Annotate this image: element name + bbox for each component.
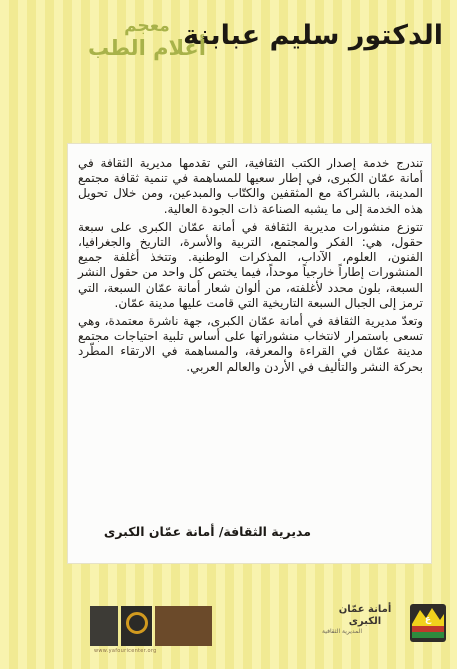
series-title: [88, 16, 206, 60]
publisher-logo-strip: [90, 606, 118, 646]
author-name: الدكتور سليم عبابنة: [183, 20, 443, 51]
paragraph-1: تندرج خدمة إصدار الكتب الثقافية، التي تقدمها مديرية الثقافة في أمانة عمّان الكبرى، في إطار سعيها للمساهمة في تنمية ثقافة مجتمع المدينة، بالشراكة مع المثقفين والكتّاب والمبدعين، ومن خلال تحويل هذه الخدمة إلى ما يشبه الصناعة ذات الجودة العالية.: [78, 156, 423, 216]
publisher-mark-icon: [121, 606, 152, 646]
paragraph-2: تتوزع منشورات مديرية الثقافة في أمانة عمّان الكبرى على سبعة حقول، هي: الفكر والمجتمع، التربية والأسرة، التاريخ والجغرافيا، الفنون، العلوم، الآداب، المذكرات الوطنية. وتتخذ أغلفة جميع المنشورات إطاراً خارجياً موحداً، فيما يختص كل واحد من حقول النشر السبعة، بلون محدد لأغلفته، من ألوان شعار أمانة عمّان السبعة، التي ترمز إلى الجبال السبعة التاريخية التي قامت عليها مدينة عمّان.: [78, 219, 423, 310]
svg-text:ع: ع: [424, 615, 432, 625]
amman-emblem-icon: [408, 602, 448, 644]
text-panel: [67, 143, 432, 564]
series-title-line1: معجم: [124, 16, 170, 36]
series-title-line2: أعلام الطب: [88, 36, 206, 60]
amman-logo-name: أمانة عمّان الكبرى: [338, 604, 392, 627]
publisher-url: www.yafouricenter.org: [94, 648, 157, 654]
signature: مديرية الثقافة/ أمانة عمّان الكبرى: [103, 524, 311, 539]
paragraph-3: وتعدّ مديرية الثقافة في أمانة عمّان الكبرى، جهة ناشرة معتمدة، وهي تسعى باستمرار لانتخاب منشوراتها على أساس تلبية احتياجات مجتمع مدينة عمّان في القراءة والمعرفة، والمساهمة في الارتقاء المطّرد بحركة النشر والتأليف في الأردن والعالم العربي.: [78, 314, 423, 374]
culture-department-label: المديرية الثقافية: [322, 628, 362, 635]
amman-municipality-logo: [322, 600, 448, 648]
body-text: [78, 156, 423, 378]
publisher-logo: [90, 606, 212, 646]
publisher-logo-block: [155, 606, 212, 646]
